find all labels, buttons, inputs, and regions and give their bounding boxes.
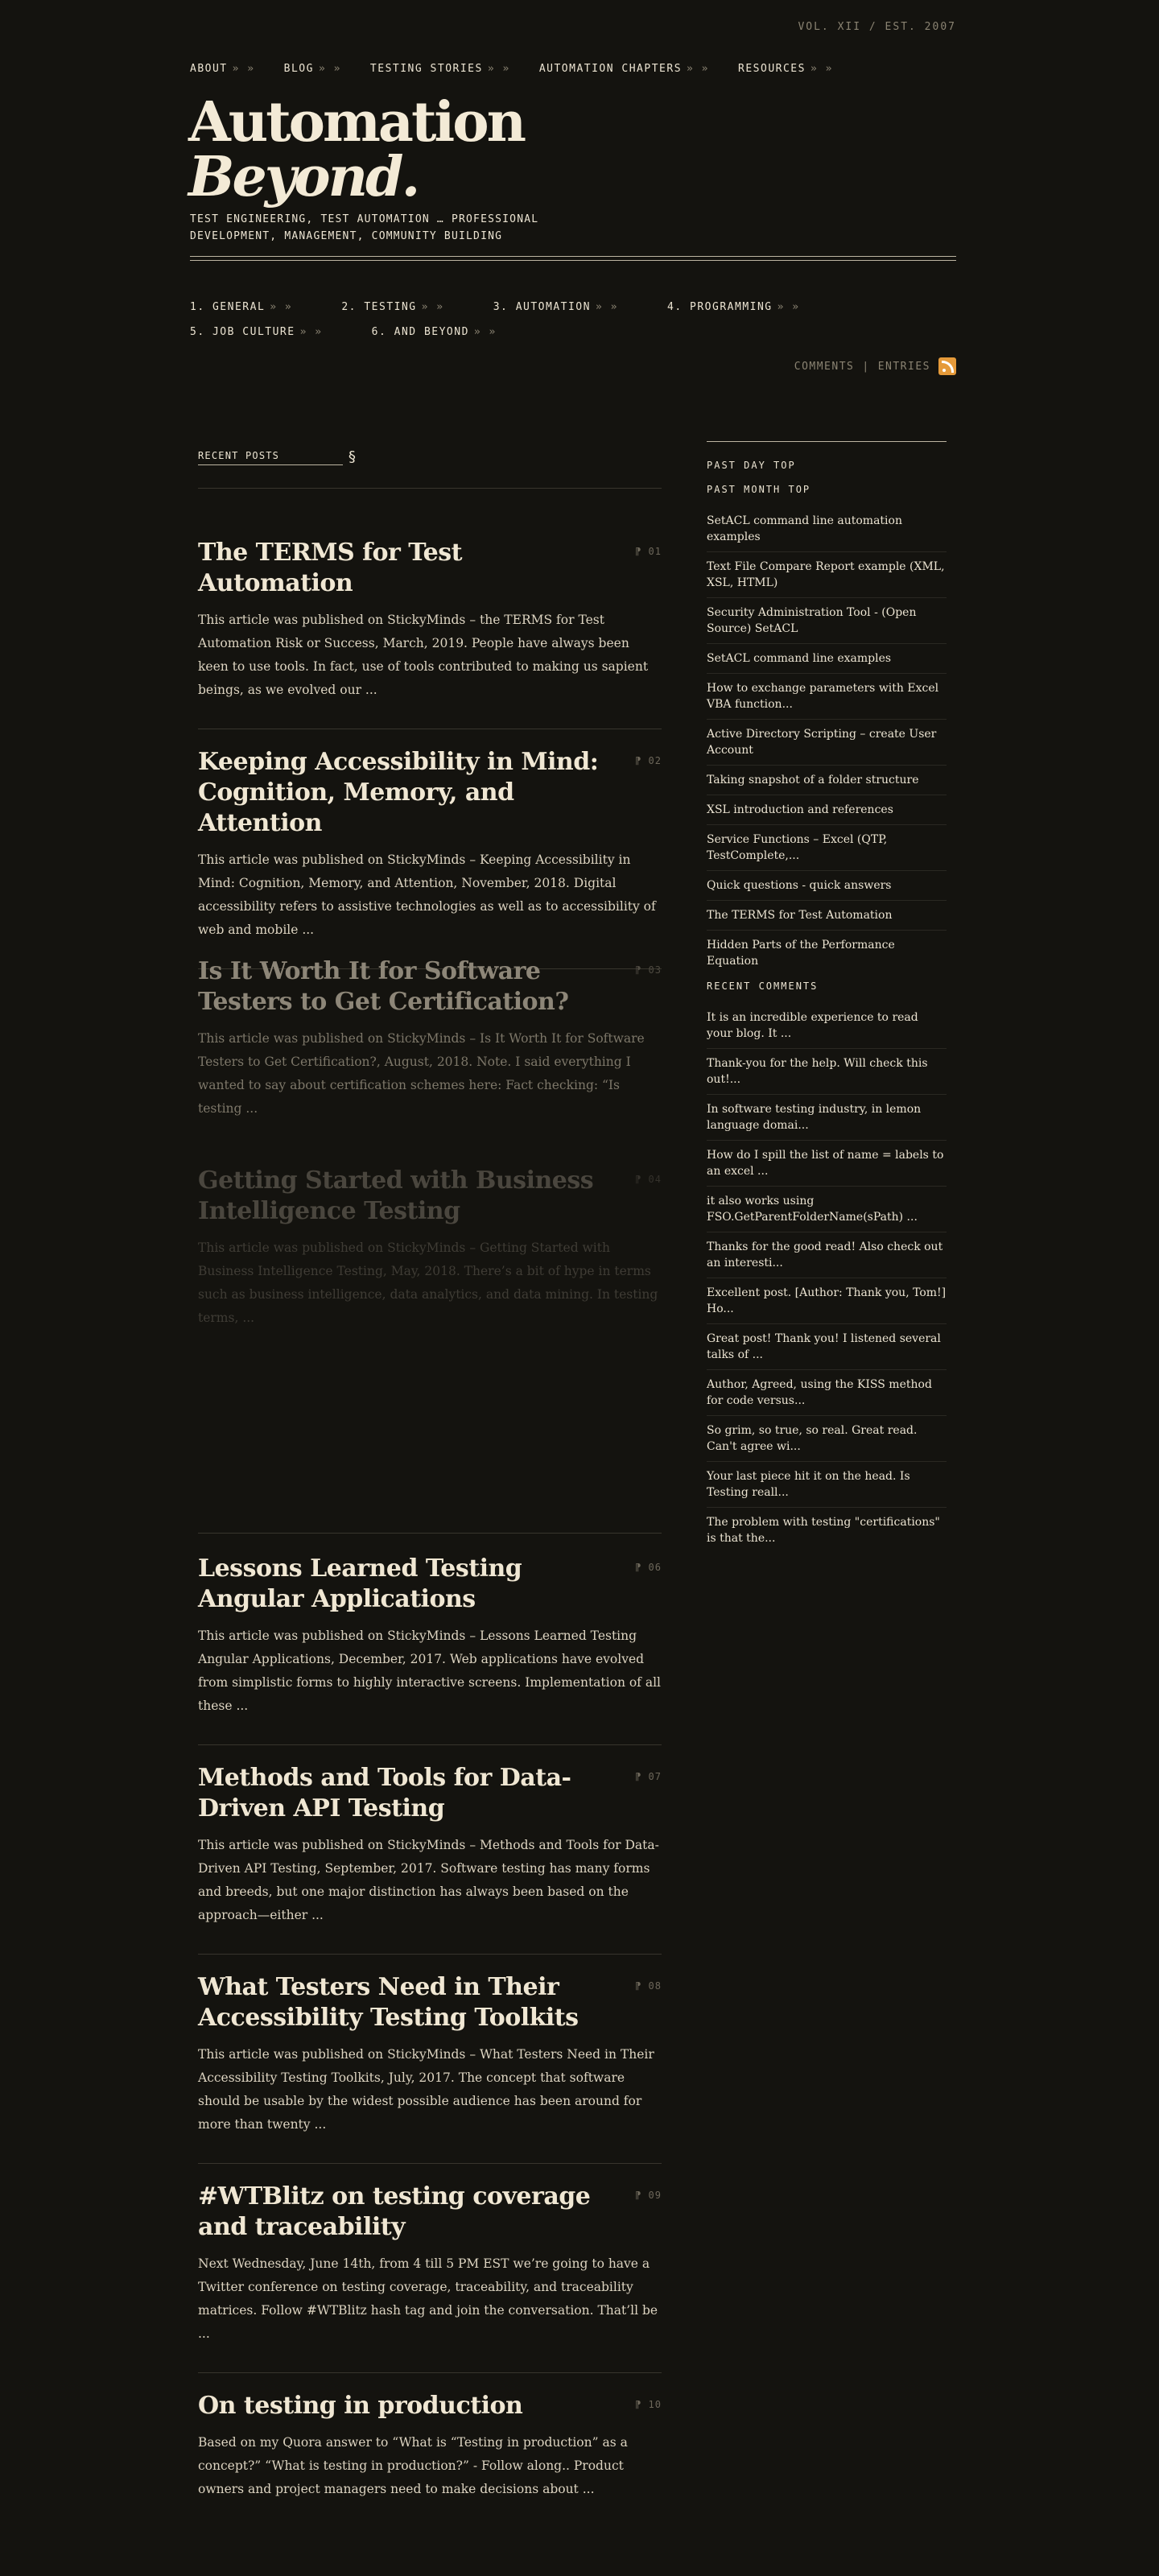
entries-feed-link[interactable]: ENTRIES [877,360,930,373]
category-general[interactable] [190,301,292,313]
list-item[interactable]: SetACL command line examples [707,644,947,674]
post-item [198,747,662,942]
category-label: 4. PROGRAMMING [667,301,773,313]
chevron-icon: » » [487,63,510,75]
list-item[interactable]: In software testing industry, in lemon language domai... [707,1095,947,1141]
category-job-culture[interactable] [190,326,323,338]
list-item[interactable]: Excellent post. [Author: Thank you, Tom!] Ho... [707,1278,947,1324]
post-item [198,2391,662,2501]
list-item[interactable]: Text File Compare Report example (XML, XSL, HTML) [707,552,947,598]
post-excerpt: This article was published on StickyMinds – Methods and Tools for Data-Driven API Testing, September, 2017. Software testing has many forms and breeds, but one major distinction has always been based on the approach—either ... [198,1838,659,1922]
post-divider [198,2372,662,2373]
chevron-icon: » » [421,301,444,313]
list-item[interactable]: Hidden Parts of the Performance Equation [707,939,895,968]
post-number: ⁋ 04 [635,1174,662,1185]
post-excerpt: Next Wednesday, June 14th, from 4 till 5 PM EST we’re going to have a Twitter conference on testing coverage, traceability, and traceability matrices. Follow #WTBlitz hash tag and join the conversation. That’ll be ... [198,2256,658,2341]
list-item[interactable]: it also works using FSO.GetParentFolderName(sPath) ... [707,1187,947,1232]
site-logo[interactable] [188,90,525,209]
post-title-link[interactable]: What Testers Need in Their Accessibility Testing Toolkits [198,1973,579,2032]
post-excerpt: This article was published on StickyMinds – What Testers Need in Their Accessibility Testing Toolkits, July, 2017. The concept that software should be usable by the widest possible audience has been around for more than twenty ... [198,2047,654,2132]
recent-posts-heading [198,441,662,465]
recent-comments-list [707,1003,947,1553]
sidebar [707,441,947,1553]
nav-automation-chapters[interactable] [539,63,709,75]
category-nav [190,298,866,348]
post-number: ⁋ 03 [635,964,662,976]
chevron-icon: » » [810,63,833,75]
comments-feed-link[interactable]: COMMENTS [794,360,855,373]
chevron-icon: » » [473,326,497,338]
list-item[interactable]: The TERMS for Test Automation [707,901,947,931]
post-number: ⁋ 10 [635,2399,662,2410]
recent-comments-heading: RECENT COMMENTS [707,980,819,992]
recent-posts-title: RECENT POSTS [198,450,343,465]
top-nav [190,63,862,75]
post-item [198,1166,662,1330]
logo-line-1: Automation [188,90,525,155]
feed-links [794,357,956,375]
chevron-icon: » » [595,301,618,313]
post-divider [198,1954,662,1955]
post-excerpt: Based on my Quora answer to “What is “Testing in production” as a concept?” “What is testing in production?” - Follow along.. Product owners and project managers need to make decisions about ... [198,2435,628,2496]
post-item [198,2182,662,2346]
list-item[interactable]: SetACL command line automation examples [707,506,947,552]
chevron-icon: » » [318,63,341,75]
header-divider [190,256,956,261]
list-item[interactable]: So grim, so true, so real. Great read. Can't agree wi... [707,1416,947,1462]
category-label: 6. AND BEYOND [371,326,469,338]
list-item[interactable]: Your last piece hit it on the head. Is Testing reall... [707,1462,947,1508]
list-item[interactable]: Security Administration Tool - (Open Source) SetACL [707,598,947,644]
post-item [198,1972,662,2136]
list-item[interactable]: XSL introduction and references [707,795,947,825]
category-label: 3. AUTOMATION [493,301,591,313]
nav-label: BLOG [283,63,314,75]
chevron-icon: » » [270,301,293,313]
category-programming[interactable] [667,301,800,313]
sidebar-divider [707,441,947,442]
nav-resources[interactable] [738,63,833,75]
post-title-link[interactable]: Is It Worth It for Software Testers to Get Certification? [198,957,569,1016]
post-divider [198,1533,662,1534]
nav-label: TESTING STORIES [369,63,483,75]
chevron-icon: » » [232,63,255,75]
recent-posts-divider [198,488,662,489]
post-number: ⁋ 08 [635,1980,662,1992]
category-and-beyond[interactable] [372,326,497,338]
past-month-top-heading: PAST MONTH TOP [707,484,811,495]
logo-line-2: Beyond. [188,145,419,209]
post-title-link[interactable]: Lessons Learned Testing Angular Applications [198,1554,522,1613]
chevron-icon: » » [777,301,800,313]
past-day-top-heading: PAST DAY TOP [707,460,796,471]
nav-about[interactable] [190,63,255,75]
chevron-icon: » » [299,326,323,338]
list-item[interactable]: Author, Agreed, using the KISS method for code versus... [707,1370,947,1416]
category-testing[interactable] [341,301,443,313]
category-label: 5. JOB CULTURE [190,326,295,338]
post-item [198,956,662,1121]
list-item[interactable]: Taking snapshot of a folder structure [707,766,947,795]
category-automation[interactable] [493,301,618,313]
list-item[interactable]: It is an incredible experience to read your blog. It ... [707,1003,947,1049]
post-title-link[interactable]: On testing in production [198,2392,523,2420]
category-label: 1. GENERAL [190,301,266,313]
post-excerpt: This article was published on StickyMinds – Keeping Accessibility in Mind: Cognition, Memory, and Attention, November, 2018. Digital accessibility refers to assistive technologies as well as to accessibility of web and mobile ... [198,852,656,937]
rss-icon[interactable] [938,357,956,375]
post-number: ⁋ 06 [635,1562,662,1573]
post-excerpt: This article was published on StickyMinds – the TERMS for Test Automation Risk or Success, March, 2019. People have always been keen to use tools. In fact, use of tools contributed to making us sapient beings, as we evolved our ... [198,613,649,697]
site-tagline: TEST ENGINEERING, TEST AUTOMATION … PROFESSIONAL DEVELOPMENT, MANAGEMENT, COMMUNITY BUILDING [190,213,539,242]
list-item[interactable]: Service Functions – Excel (QTP, TestComplete,... [707,825,947,871]
category-label: 2. TESTING [341,301,417,313]
post-title-link[interactable]: The TERMS for Test Automation [198,539,462,597]
post-number: ⁋ 09 [635,2190,662,2201]
nav-label: RESOURCES [738,63,806,75]
nav-label: ABOUT [190,63,228,75]
past-month-list [707,506,947,976]
list-item[interactable]: Thanks for the good read! Also check out an interesti... [707,1232,947,1278]
post-title-link[interactable]: Methods and Tools for Data-Driven API Testing [198,1764,571,1823]
post-divider [198,1744,662,1745]
post-title-link[interactable]: #WTBlitz on testing coverage and traceability [198,2182,591,2241]
post-divider [198,2163,662,2164]
nav-label: AUTOMATION CHAPTERS [538,63,683,75]
chevron-icon: » » [687,63,710,75]
nav-blog[interactable] [284,63,341,75]
list-item[interactable]: Quick questions - quick answers [707,871,947,901]
post-item [198,538,662,702]
main-content [198,441,662,2496]
list-item[interactable]: How do I spill the list of name = labels to an excel ... [707,1141,947,1187]
post-excerpt: This article was published on StickyMinds – Getting Started with Business Intelligence Testing, May, 2018. There’s a bit of hype in terms such as business intelligence, data analytics, and data mining. In testing terms, ... [198,1241,658,1325]
volume-label: VOL. XII / EST. 2007 [798,21,956,33]
post-title-link[interactable]: Getting Started with Business Intelligence Testing [198,1166,594,1225]
list-item[interactable]: Active Directory Scripting – create User Account [707,720,947,766]
list-item[interactable]: Thank-you for the help. Will check this out!... [707,1049,947,1095]
post-excerpt: This article was published on StickyMinds – Lessons Learned Testing Angular Applications, December, 2017. Web applications have evolved from simplistic forms to highly interactive screens. Implementation of all these ... [198,1629,661,1713]
post-excerpt: This article was published on StickyMinds – Is It Worth It for Software Testers to Get Certification?, August, 2018. Note. I said everything I wanted to say about certification schemes here: Fact checking: “Is testing ... [198,1031,645,1116]
section-mark-icon: § [348,448,358,465]
post-number: ⁋ 01 [635,546,662,557]
post-number: ⁋ 07 [635,1771,662,1782]
post-item [198,1554,662,1718]
post-title-link[interactable]: Keeping Accessibility in Mind: Cognition, Memory, and Attention [198,748,599,837]
list-item[interactable]: How to exchange parameters with Excel VBA function... [707,674,947,720]
post-item [198,1763,662,1927]
list-item[interactable]: The problem with testing "certifications" is that the... [707,1516,940,1545]
feed-separator: | [862,360,870,373]
post-number: ⁋ 02 [635,755,662,766]
list-item[interactable]: Great post! Thank you! I listened several talks of ... [707,1324,947,1370]
nav-testing-stories[interactable] [370,63,510,75]
